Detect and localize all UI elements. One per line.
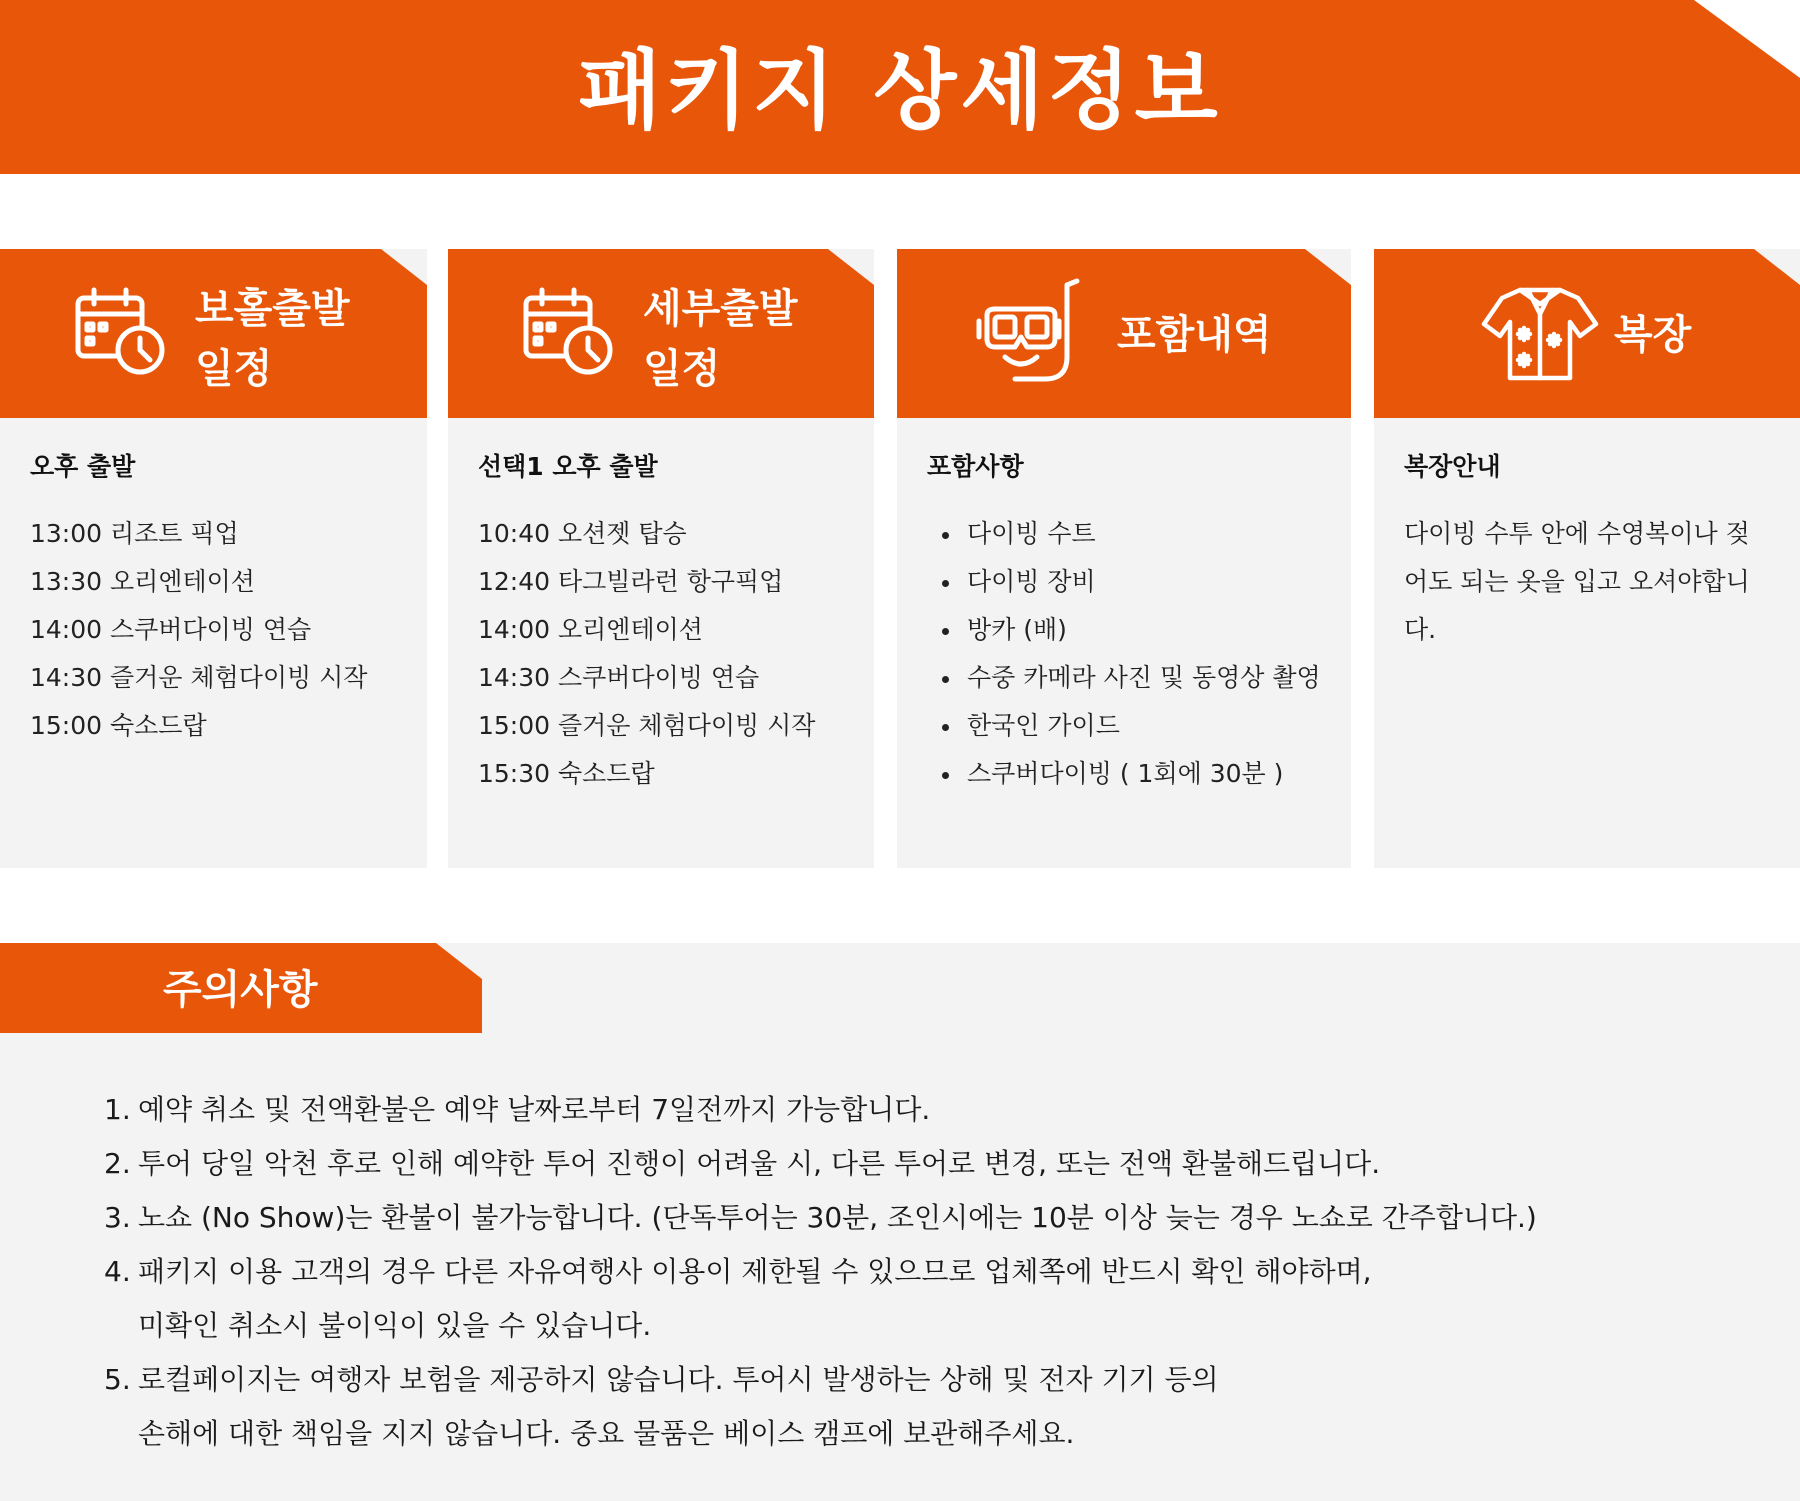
notice-item bbox=[104, 1191, 1754, 1245]
text-line: 다이빙 수투 안에 수영복이나 젖 bbox=[1404, 519, 1750, 548]
notice-text: 투어 당일 악천 후로 인해 예약한 투어 진행이 어려울 시, 다른 투어로 변경, 또는 전액 환불해드립니다. bbox=[138, 1147, 1381, 1180]
card-title-line: 일정 bbox=[195, 346, 273, 392]
list-item: 13:00 리조트 픽업 bbox=[30, 519, 239, 548]
notice-item bbox=[104, 1083, 1754, 1137]
card-body bbox=[30, 444, 407, 750]
card-bohol-schedule bbox=[0, 249, 427, 868]
notice-list bbox=[104, 1083, 1754, 1461]
snorkel-mask-icon bbox=[975, 277, 1085, 387]
hawaiian-shirt-icon bbox=[1478, 284, 1602, 384]
card-title-line: 세부출발 bbox=[643, 286, 798, 332]
list-item: 14:30 즐거운 체험다이빙 시작 bbox=[30, 663, 368, 692]
list-item: 스쿠버다이빙 ( 1회에 30분 ) bbox=[927, 750, 1331, 798]
notice-text-continued: 미확인 취소시 불이익이 있을 수 있습니다. bbox=[138, 1309, 652, 1342]
card-body bbox=[1404, 444, 1780, 654]
card-title-line: 보홀출발 bbox=[195, 286, 350, 332]
notice-number: 5. bbox=[104, 1363, 131, 1396]
notice-title: 주의사항 bbox=[163, 967, 318, 1013]
list-item: 15:00 숙소드랍 bbox=[30, 711, 207, 740]
notice-text-continued: 손해에 대한 책임을 지지 않습니다. 중요 물품은 베이스 캠프에 보관해주세요. bbox=[138, 1417, 1075, 1450]
card-included bbox=[897, 249, 1351, 868]
text-line: 다. bbox=[1404, 615, 1437, 644]
card-subtitle: 복장안내 bbox=[1404, 452, 1501, 481]
card-subtitle: 오후 출발 bbox=[30, 452, 136, 481]
notice-text: 로컬페이지는 여행자 보험을 제공하지 않습니다. 투어시 발생하는 상해 및 전자 기기 등의 bbox=[138, 1363, 1219, 1396]
list-item: 13:30 오리엔테이션 bbox=[30, 567, 255, 596]
card-title: 복장 bbox=[1614, 312, 1692, 358]
card-cebu-schedule bbox=[448, 249, 874, 868]
list-item: 방카 (배) bbox=[927, 606, 1331, 654]
calendar-clock-icon bbox=[70, 284, 170, 384]
list-item: 14:00 스쿠버다이빙 연습 bbox=[30, 615, 312, 644]
card-body bbox=[927, 444, 1331, 798]
card-title bbox=[643, 279, 798, 399]
list-item: 14:30 스쿠버다이빙 연습 bbox=[478, 663, 760, 692]
list-item: 12:40 타그빌라런 항구픽업 bbox=[478, 567, 784, 596]
card-dress-code bbox=[1374, 249, 1800, 868]
card-title-line: 일정 bbox=[643, 346, 721, 392]
card-body bbox=[478, 444, 854, 798]
card-title: 포함내역 bbox=[1117, 312, 1272, 358]
list-item: 15:30 숙소드랍 bbox=[478, 759, 655, 788]
card-subtitle: 포함사항 bbox=[927, 452, 1024, 481]
list-item: 15:00 즐거운 체험다이빙 시작 bbox=[478, 711, 816, 740]
notice-number: 2. bbox=[104, 1147, 131, 1180]
notice-text: 패키지 이용 고객의 경우 다른 자유여행사 이용이 제한될 수 있으므로 업체쪽에 반드시 확인 해야하며, bbox=[138, 1255, 1372, 1288]
card-title bbox=[195, 279, 350, 399]
list-item: 수중 카메라 사진 및 동영상 촬영 bbox=[927, 654, 1331, 702]
notice-item bbox=[104, 1245, 1754, 1299]
page-title: 패키지 상세정보 bbox=[578, 41, 1222, 141]
text-line: 어도 되는 옷을 입고 오셔야합니 bbox=[1404, 567, 1750, 596]
notice-item bbox=[104, 1353, 1754, 1407]
notice-text: 예약 취소 및 전액환불은 예약 날짜로부터 7일전까지 가능합니다. bbox=[138, 1093, 931, 1126]
card-subtitle: 선택1 오후 출발 bbox=[478, 452, 658, 481]
list-item: 다이빙 장비 bbox=[927, 558, 1331, 606]
list-item: 한국인 가이드 bbox=[927, 702, 1331, 750]
list-item: 14:00 오리엔테이션 bbox=[478, 615, 703, 644]
notice-number: 4. bbox=[104, 1255, 131, 1288]
notice-number: 1. bbox=[104, 1093, 131, 1126]
list-item: 10:40 오션젯 탑승 bbox=[478, 519, 687, 548]
notice-number: 3. bbox=[104, 1201, 131, 1234]
calendar-clock-icon bbox=[518, 284, 618, 384]
list-item: 다이빙 수트 bbox=[927, 510, 1331, 558]
notice-text: 노쇼 (No Show)는 환불이 불가능합니다. (단독투어는 30분, 조인시에는 10분 이상 늦는 경우 노쇼로 간주합니다.) bbox=[138, 1201, 1537, 1234]
notice-item bbox=[104, 1137, 1754, 1191]
